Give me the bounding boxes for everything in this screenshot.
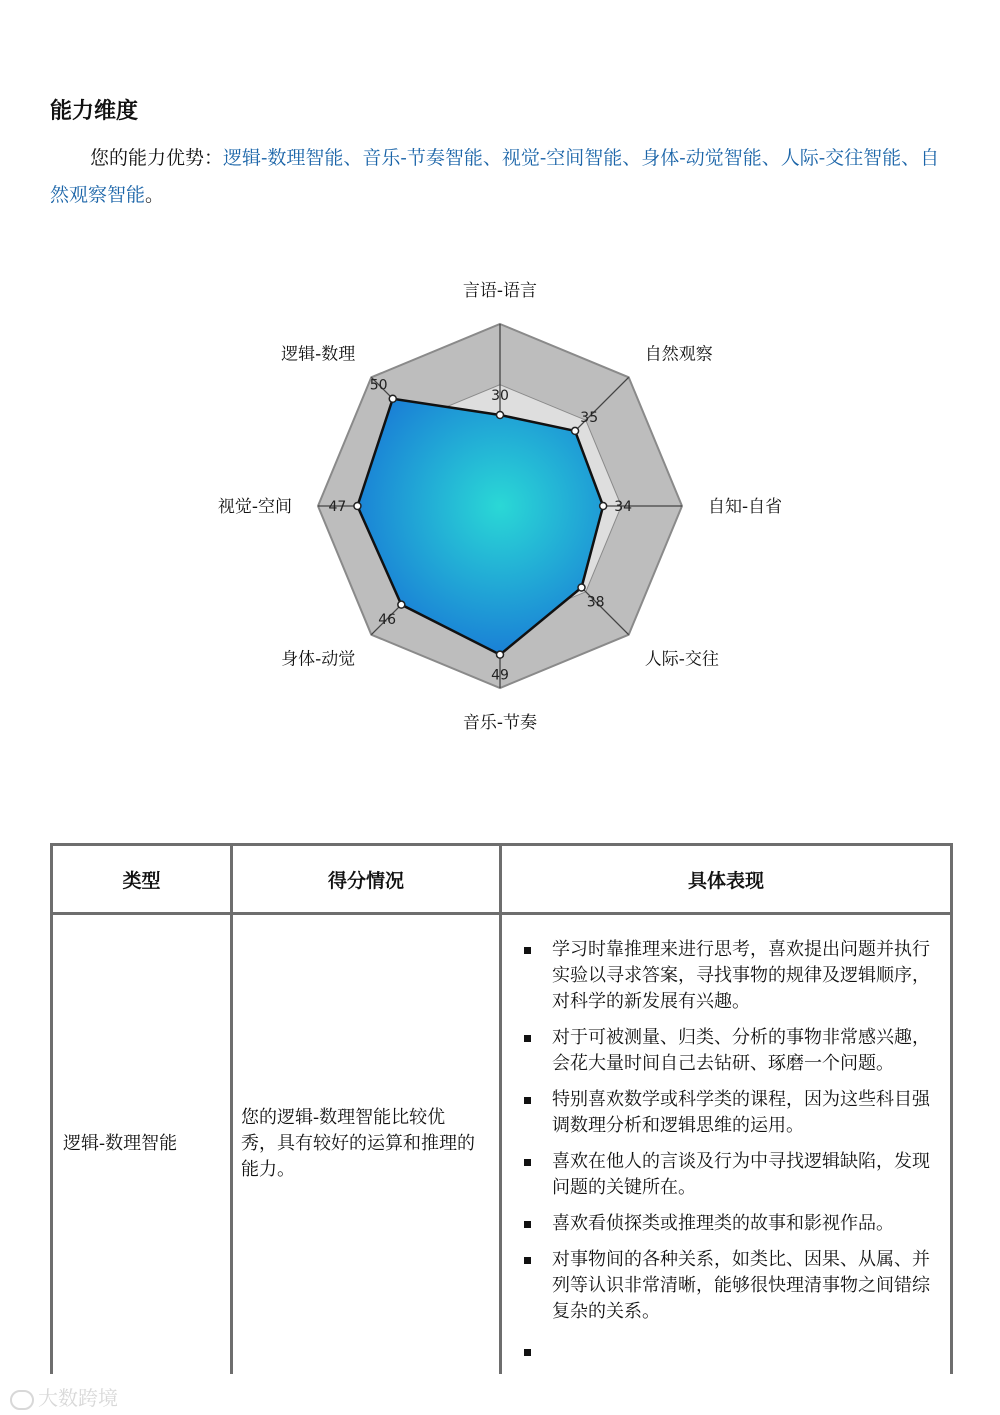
score-cell: 您的逻辑-数理智能比较优秀，具有较好的运算和推理的能力。 [232, 914, 501, 1374]
radar-axis-label: 身体-动觉 [281, 649, 356, 670]
radar-axis-label: 自然观察 [644, 344, 713, 365]
radar-value-label: 34 [614, 499, 633, 515]
header-details: 具体表现 [501, 845, 952, 914]
detail-item: 学习时靠推理来进行思考，喜欢提出问题并执行实验以寻求答案，寻找事物的规律及逻辑顺序，对科学的新发展有兴趣。 [520, 937, 932, 1015]
radar-axis-label: 人际-交往 [644, 649, 719, 670]
radar-axis-label: 逻辑-数理 [281, 344, 356, 365]
watermark-logo-icon [10, 1390, 34, 1410]
radar-value-label: 50 [369, 377, 388, 394]
ability-summary [50, 140, 950, 214]
radar-value-label: 30 [491, 388, 509, 404]
detail-item: 特别喜欢数学或科学类的课程，因为这些科目强调数理分析和逻辑思维的运用。 [520, 1087, 932, 1139]
table-header-row [52, 845, 952, 914]
detail-item: 喜欢在他人的言谈及行为中寻找逻辑缺陷，发现问题的关键所在。 [520, 1149, 932, 1201]
detail-item: 对于可被测量、归类、分析的事物非常感兴趣，会花大量时间自己去钻研、琢磨一个问题。 [520, 1025, 932, 1077]
header-score: 得分情况 [232, 845, 501, 914]
summary-highlight: 逻辑-数理智能、音乐-节奏智能、视觉-空间智能、身体-动觉智能、人际-交往智能、自然观察智能 [50, 147, 940, 206]
radar-point [497, 651, 504, 658]
radar-axis-label: 言语-语言 [462, 281, 538, 301]
radar-value-label: 49 [491, 667, 509, 684]
radar-value-label: 47 [328, 499, 347, 515]
radar-axis-label: 视觉-空间 [217, 497, 292, 517]
watermark [10, 1382, 118, 1411]
radar-value-label: 46 [378, 611, 397, 628]
radar-point [354, 503, 361, 510]
header-type: 类型 [52, 845, 232, 914]
section-title: 能力维度 [50, 99, 139, 124]
ability-table [50, 843, 953, 1374]
type-cell: 逻辑-数理智能 [52, 914, 232, 1374]
radar-point [398, 601, 405, 608]
summary-suffix: 。 [145, 184, 165, 206]
details-list [520, 937, 932, 1325]
radar-point [497, 412, 504, 419]
radar-axis-label: 自知-自省 [708, 497, 783, 517]
radar-point [600, 503, 607, 510]
radar-point [572, 427, 579, 434]
summary-prefix: 您的能力优势： [90, 147, 224, 169]
radar-value-label: 35 [580, 409, 599, 426]
radar-value-label: 38 [586, 594, 605, 611]
radar-point [578, 584, 585, 591]
detail-item: 对事物间的各种关系，如类比、因果、从属、并列等认识非常清晰，能够很快理清事物之间错综复杂的关系。 [520, 1247, 932, 1325]
watermark-text: 大数跨境 [38, 1386, 118, 1410]
detail-item: 喜欢看侦探类或推理类的故事和影视作品。 [520, 1211, 932, 1237]
details-cell [501, 914, 952, 1374]
table-row [52, 914, 952, 1374]
radar-axis-label: 音乐-节奏 [462, 713, 538, 733]
ability-radar-chart [200, 270, 800, 740]
radar-point [389, 395, 396, 402]
